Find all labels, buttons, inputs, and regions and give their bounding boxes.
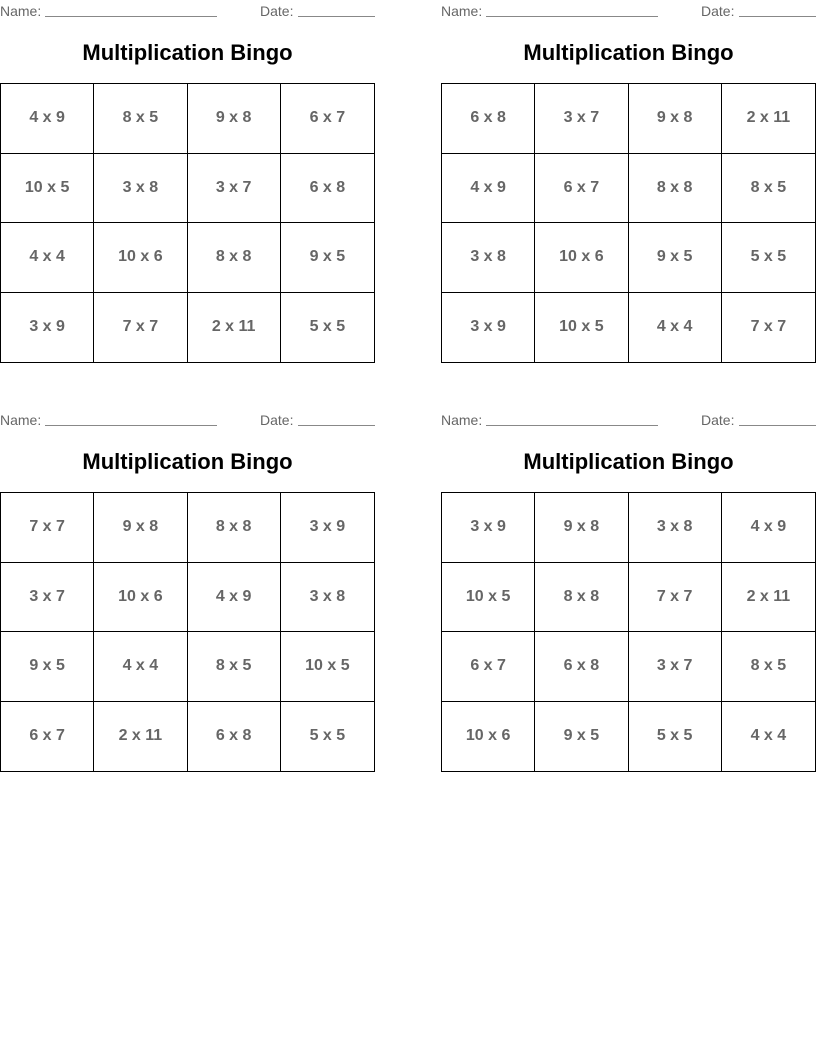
bingo-cell[interactable]: 3 x 8 xyxy=(629,493,722,563)
bingo-cell[interactable]: 9 x 8 xyxy=(94,493,187,563)
card-title: Multiplication Bingo xyxy=(523,449,734,474)
bingo-cell[interactable]: 6 x 7 xyxy=(1,702,94,772)
bingo-cell[interactable]: 6 x 7 xyxy=(535,154,628,224)
bingo-cell[interactable]: 3 x 7 xyxy=(188,154,281,224)
name-date-line xyxy=(0,3,375,19)
name-blank[interactable] xyxy=(45,425,217,426)
bingo-cell[interactable]: 2 x 11 xyxy=(722,84,815,154)
bingo-cell[interactable]: 6 x 8 xyxy=(442,84,535,154)
bingo-card-1 xyxy=(0,0,375,365)
bingo-cell[interactable]: 10 x 6 xyxy=(535,223,628,293)
bingo-cell[interactable]: 3 x 9 xyxy=(442,493,535,563)
bingo-cell[interactable]: 5 x 5 xyxy=(309,318,346,336)
card-title: Multiplication Bingo xyxy=(523,40,734,65)
bingo-cell[interactable]: 3 x 9 xyxy=(1,293,94,363)
bingo-cell[interactable]: 5 x 5 xyxy=(309,727,346,745)
bingo-cell[interactable]: 9 x 8 xyxy=(629,84,722,154)
bingo-cell[interactable]: 8 x 5 xyxy=(94,84,187,154)
name-label: Name: xyxy=(0,412,42,428)
bingo-cell[interactable]: 7 x 7 xyxy=(750,318,787,336)
bingo-cell[interactable]: 8 x 5 xyxy=(722,154,815,224)
card-title: Multiplication Bingo xyxy=(82,40,293,65)
bingo-cell[interactable]: 3 x 8 xyxy=(281,563,374,633)
bingo-cell[interactable]: 8 x 8 xyxy=(188,223,281,293)
bingo-cell[interactable]: 6 x 7 xyxy=(281,84,374,154)
bingo-cell[interactable]: 3 x 8 xyxy=(94,154,187,224)
bingo-cell[interactable]: 10 x 5 xyxy=(442,563,535,633)
bingo-cell[interactable]: 9 x 8 xyxy=(188,84,281,154)
date-label: Date: xyxy=(260,412,294,428)
name-label: Name: xyxy=(441,412,483,428)
date-blank[interactable] xyxy=(739,425,816,426)
bingo-cell[interactable]: 9 x 5 xyxy=(629,223,722,293)
bingo-cell[interactable]: 10 x 5 xyxy=(535,293,628,363)
bingo-grid xyxy=(441,492,816,772)
bingo-cell[interactable]: 4 x 4 xyxy=(1,223,94,293)
bingo-cell[interactable]: 8 x 5 xyxy=(188,632,281,702)
bingo-cell[interactable]: 2 x 11 xyxy=(94,702,187,772)
bingo-cell[interactable]: 6 x 8 xyxy=(535,632,628,702)
bingo-cell[interactable]: 7 x 7 xyxy=(94,293,187,363)
bingo-cell[interactable]: 4 x 4 xyxy=(629,293,722,363)
bingo-cell[interactable]: 8 x 8 xyxy=(188,493,281,563)
name-blank[interactable] xyxy=(45,16,217,17)
bingo-cell[interactable]: 6 x 8 xyxy=(281,154,374,224)
bingo-cell[interactable]: 6 x 7 xyxy=(442,632,535,702)
bingo-cell[interactable]: 7 x 7 xyxy=(629,563,722,633)
card-title: Multiplication Bingo xyxy=(82,449,293,474)
bingo-grid xyxy=(0,83,375,363)
date-blank[interactable] xyxy=(298,425,375,426)
name-blank[interactable] xyxy=(486,16,658,17)
bingo-cell[interactable]: 10 x 6 xyxy=(442,702,535,772)
bingo-cell[interactable]: 9 x 5 xyxy=(535,702,628,772)
bingo-cell[interactable]: 4 x 9 xyxy=(1,84,94,154)
bingo-cell[interactable]: 10 x 5 xyxy=(281,632,374,702)
bingo-cell[interactable]: 3 x 7 xyxy=(629,632,722,702)
bingo-grid xyxy=(0,492,375,772)
name-date-line xyxy=(441,412,816,428)
bingo-cell[interactable]: 9 x 5 xyxy=(1,632,94,702)
bingo-cell[interactable]: 10 x 5 xyxy=(1,154,94,224)
name-date-line xyxy=(441,3,816,19)
date-blank[interactable] xyxy=(298,16,375,17)
bingo-cell[interactable]: 3 x 9 xyxy=(442,293,535,363)
bingo-cell[interactable]: 2 x 11 xyxy=(188,293,281,363)
name-blank[interactable] xyxy=(486,425,658,426)
bingo-cell[interactable]: 8 x 5 xyxy=(722,632,815,702)
bingo-cell[interactable]: 9 x 5 xyxy=(281,223,374,293)
bingo-card-2 xyxy=(441,0,816,365)
bingo-cell[interactable]: 8 x 8 xyxy=(629,154,722,224)
date-label: Date: xyxy=(701,412,735,428)
bingo-grid xyxy=(441,83,816,363)
bingo-cell[interactable]: 3 x 9 xyxy=(281,493,374,563)
bingo-cell[interactable]: 5 x 5 xyxy=(722,223,815,293)
bingo-cell[interactable]: 4 x 9 xyxy=(442,154,535,224)
bingo-cell[interactable]: 5 x 5 xyxy=(629,702,722,772)
date-label: Date: xyxy=(260,3,294,19)
bingo-cell[interactable]: 9 x 8 xyxy=(535,493,628,563)
bingo-cell[interactable]: 3 x 7 xyxy=(1,563,94,633)
name-date-line xyxy=(0,412,375,428)
bingo-cell[interactable]: 3 x 7 xyxy=(535,84,628,154)
bingo-card-4 xyxy=(441,409,816,774)
name-label: Name: xyxy=(0,3,42,19)
bingo-cell[interactable]: 4 x 4 xyxy=(750,727,787,745)
bingo-cell[interactable]: 8 x 8 xyxy=(535,563,628,633)
bingo-cell[interactable]: 10 x 6 xyxy=(94,563,187,633)
bingo-cell[interactable]: 2 x 11 xyxy=(722,563,815,633)
name-label: Name: xyxy=(441,3,483,19)
bingo-cell[interactable]: 4 x 9 xyxy=(188,563,281,633)
date-label: Date: xyxy=(701,3,735,19)
bingo-card-3 xyxy=(0,409,375,774)
bingo-cell[interactable]: 3 x 8 xyxy=(442,223,535,293)
bingo-cell[interactable]: 4 x 9 xyxy=(722,493,815,563)
bingo-cell[interactable]: 6 x 8 xyxy=(188,702,281,772)
bingo-cell[interactable]: 10 x 6 xyxy=(94,223,187,293)
date-blank[interactable] xyxy=(739,16,816,17)
bingo-cell[interactable]: 4 x 4 xyxy=(94,632,187,702)
bingo-cell[interactable]: 7 x 7 xyxy=(1,493,94,563)
